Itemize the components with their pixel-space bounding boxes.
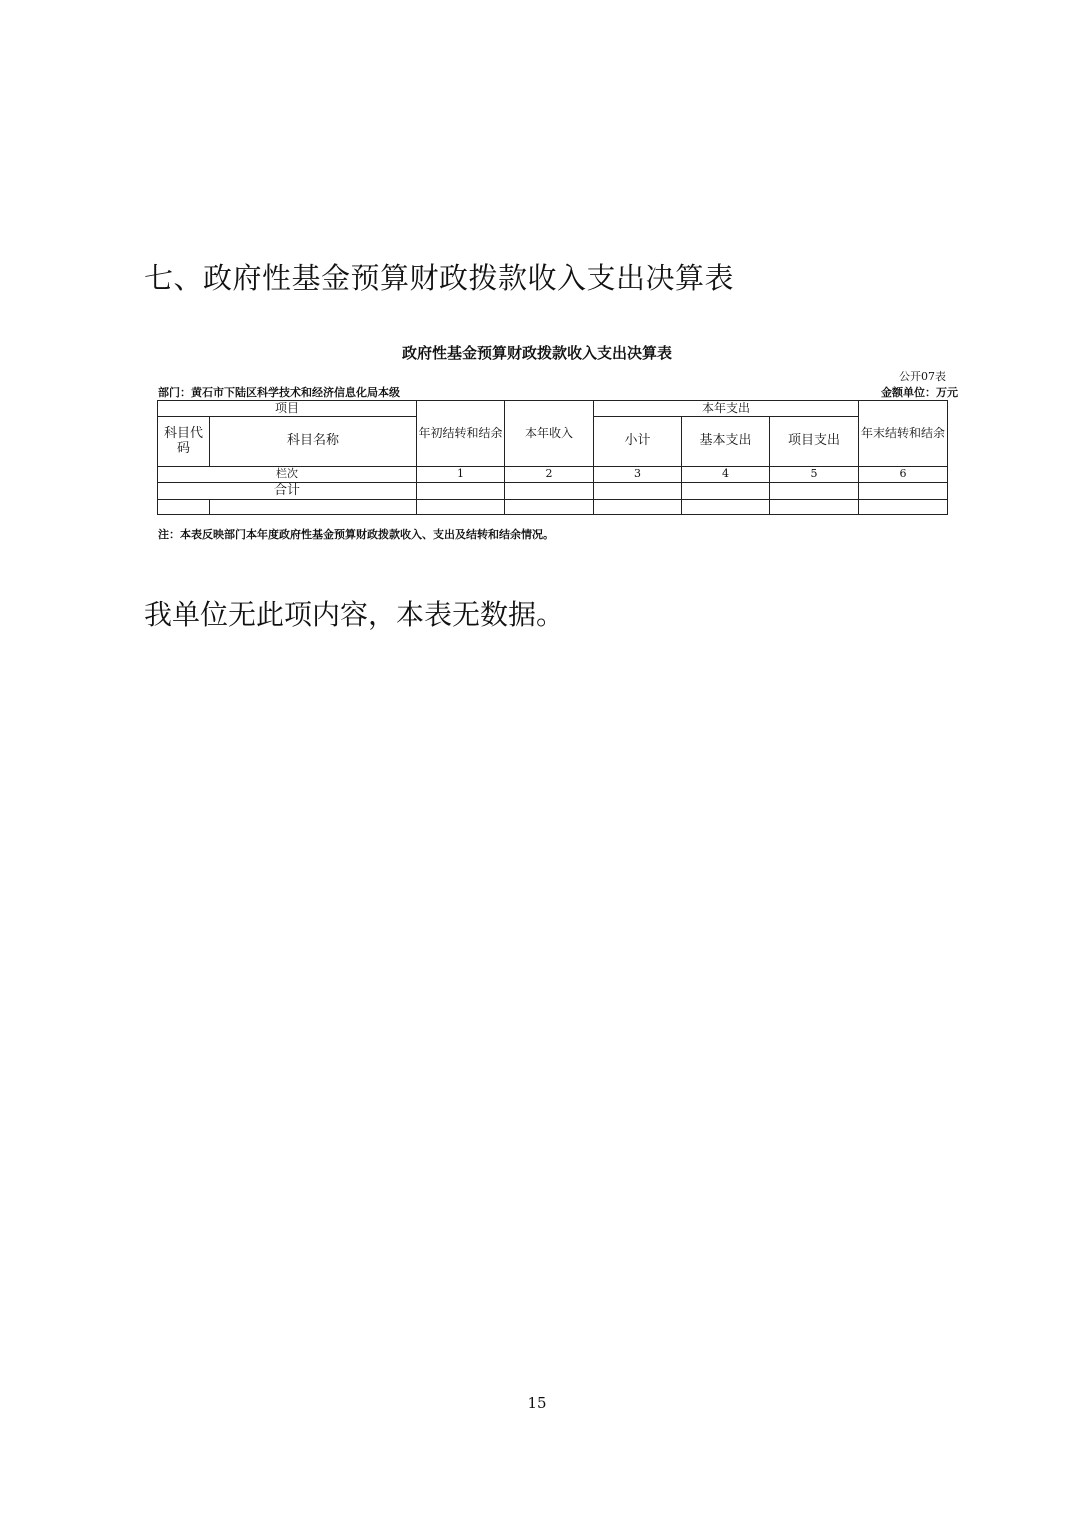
table-cell <box>859 500 948 515</box>
index-cell: 5 <box>770 467 859 483</box>
index-cell: 1 <box>417 467 505 483</box>
no-data-statement: 我单位无此项内容，本表无数据。 <box>144 598 565 631</box>
header-income: 本年收入 <box>505 401 594 467</box>
table-title: 政府性基金预算财政拨款收入支出决算表 <box>401 344 672 362</box>
table-cell <box>770 483 859 500</box>
row-total-label: 合计 <box>158 483 417 500</box>
table-cell <box>505 483 594 500</box>
amount-unit-label: 金额单位：万元 <box>881 386 958 399</box>
table-cell <box>505 500 594 515</box>
table-row <box>158 483 948 500</box>
header-basic: 基本支出 <box>682 417 770 467</box>
table-cell <box>417 483 505 500</box>
form-number: 公开07表 <box>899 370 946 383</box>
index-cell: 4 <box>682 467 770 483</box>
index-cell: 2 <box>505 467 594 483</box>
table-note: 注：本表反映部门本年度政府性基金预算财政拨款收入、支出及结转和结余情况。 <box>158 528 554 541</box>
table-cell <box>210 500 417 515</box>
row-index-label: 栏次 <box>158 467 417 483</box>
header-expense: 本年支出 <box>594 401 859 417</box>
header-end-balance: 年末结转和结余 <box>859 401 948 467</box>
header-code: 科目代码 <box>158 417 210 467</box>
budget-table <box>157 400 948 515</box>
table-cell <box>594 500 682 515</box>
table-cell <box>859 483 948 500</box>
table-cell <box>682 500 770 515</box>
table-cell <box>682 483 770 500</box>
index-cell: 3 <box>594 467 682 483</box>
header-project: 项目支出 <box>770 417 859 467</box>
table-row <box>158 500 948 515</box>
index-cell: 6 <box>859 467 948 483</box>
section-heading: 七、政府性基金预算财政拨款收入支出决算表 <box>144 261 735 295</box>
header-name: 科目名称 <box>210 417 417 467</box>
header-item: 项目 <box>158 401 417 417</box>
table-row <box>158 467 948 483</box>
table-cell <box>417 500 505 515</box>
header-subtotal: 小计 <box>594 417 682 467</box>
header-begin-balance: 年初结转和结余 <box>417 401 505 467</box>
table-cell <box>594 483 682 500</box>
department-label: 部门：黄石市下陆区科学技术和经济信息化局本级 <box>158 386 400 399</box>
page-number: 15 <box>527 1394 547 1412</box>
table-cell <box>770 500 859 515</box>
table-cell <box>158 500 210 515</box>
